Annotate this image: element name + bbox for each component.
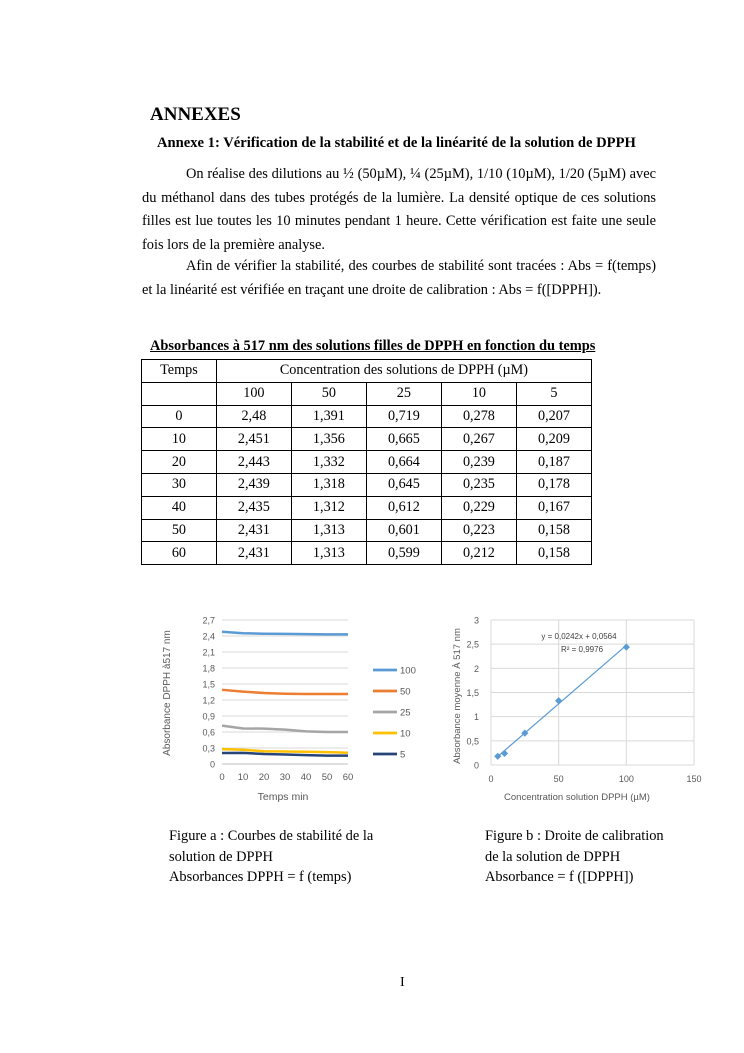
absorbance-cell: 0,601 [366,519,441,542]
time-cell: 50 [142,519,217,542]
figure-b-caption [485,826,664,888]
header-conc-5: 5 [516,382,591,405]
absorbance-cell: 0,158 [516,542,591,565]
time-cell: 10 [142,428,217,451]
y-tick-label: 0,9 [202,711,215,722]
paragraph-verification: Afin de vérifier la stabilité, des courbes de stabilité sont tracées : Abs = f(temps) et la linéarité est vérifiée en traçant une droite de calibration : Abs = f([DPPH]). [142,258,656,298]
y-tick-label: 0,3 [202,743,215,754]
x-tick-label: 60 [342,772,354,783]
y-tick-label: 0,5 [466,736,479,747]
absorbance-cell: 0,187 [516,451,591,474]
y-tick-label: 2,4 [202,631,215,642]
x-tick-label: 20 [258,772,270,783]
legend-label: 100 [400,665,416,677]
time-cell: 40 [142,496,217,519]
series-line-50 [222,690,348,694]
data-point [501,750,508,757]
x-tick-label: 50 [321,772,333,783]
absorbance-table [141,359,592,565]
header-temps: Temps [142,360,217,383]
x-axis-label: Concentration solution DPPH (µM) [504,792,650,803]
data-point [555,697,562,704]
absorbance-cell: 0,207 [516,405,591,428]
series-line-100 [222,632,348,635]
table-row [142,405,592,428]
header-conc-100: 100 [216,382,291,405]
absorbance-cell: 1,391 [291,405,366,428]
absorbance-cell: 0,239 [441,451,516,474]
absorbance-cell: 0,158 [516,519,591,542]
table-header-row [142,360,592,383]
absorbance-cell: 2,431 [216,542,291,565]
table-row [142,519,592,542]
absorbance-cell: 1,312 [291,496,366,519]
table-subheader-row [142,382,592,405]
stability-chart [155,608,430,808]
header-conc-10: 10 [441,382,516,405]
table-row [142,428,592,451]
absorbance-cell: 2,435 [216,496,291,519]
paragraph-dilutions: On réalise des dilutions au ½ (50µM), ¼ (25µM), 1/10 (10µM), 1/20 (5µM) avec du méthanol dans des tubes protégés de la lumière. La densité optique de ces solutions filles est lue toutes les 10 minutes pendant 1 heure. Cette vérification est faite une seule fois lors de la première analyse. [142,166,656,253]
y-tick-label: 3 [473,615,479,626]
table-row [142,496,592,519]
y-tick-label: 2 [473,663,479,674]
absorbance-cell: 0,599 [366,542,441,565]
r-squared: R² = 0,9976 [560,645,604,654]
header-conc-25: 25 [366,382,441,405]
absorbance-cell: 1,318 [291,473,366,496]
x-tick-label: 50 [553,774,564,784]
annex-title: Annexe 1: Vérification de la stabilité et de la linéarité de la solution de DPPH [157,135,636,151]
caption-line: Absorbances DPPH = f (temps) [169,869,352,885]
page-heading: ANNEXES [150,104,241,125]
header-empty-cell [142,382,217,405]
y-tick-label: 2,1 [202,647,215,658]
absorbance-cell: 1,313 [291,542,366,565]
absorbance-cell: 0,719 [366,405,441,428]
absorbance-cell: 2,431 [216,519,291,542]
absorbance-cell: 1,332 [291,451,366,474]
x-tick-label: 0 [488,774,494,784]
legend-label: 50 [400,686,411,698]
legend-label: 5 [400,749,406,761]
x-axis-label: Temps min [257,791,309,803]
absorbance-cell: 0,267 [441,428,516,451]
y-tick-label: 1 [473,712,479,723]
time-cell: 20 [142,451,217,474]
figure-a-caption [169,826,373,888]
absorbance-cell: 0,664 [366,451,441,474]
absorbance-cell: 0,223 [441,519,516,542]
x-tick-label: 10 [237,772,249,783]
caption-line: Absorbance = f ([DPPH]) [485,869,634,885]
caption-line: Figure b : Droite de calibration [485,828,664,844]
y-tick-label: 0 [473,760,479,771]
y-axis-label: Absorbance DPPH à517 nm [162,630,173,756]
absorbance-cell: 2,451 [216,428,291,451]
absorbance-cell: 2,439 [216,473,291,496]
x-tick-label: 30 [279,772,291,783]
legend-label: 10 [400,728,411,740]
absorbance-cell: 0,212 [441,542,516,565]
absorbance-cell: 2,443 [216,451,291,474]
time-cell: 0 [142,405,217,428]
header-concentration: Concentration des solutions de DPPH (µM) [216,360,591,383]
absorbance-cell: 0,167 [516,496,591,519]
absorbance-cell: 0,278 [441,405,516,428]
caption-line: Figure a : Courbes de stabilité de la [169,828,374,844]
caption-line: solution de DPPH [169,848,273,865]
x-tick-label: 40 [300,772,312,783]
absorbance-cell: 0,235 [441,473,516,496]
table-row [142,473,592,496]
y-tick-label: 0 [209,759,215,770]
absorbance-cell: 0,229 [441,496,516,519]
absorbance-cell: 1,313 [291,519,366,542]
legend-label: 25 [400,707,411,719]
x-tick-label: 100 [618,774,634,784]
table-caption: Absorbances à 517 nm des solutions filles de DPPH en fonction du temps [150,338,596,354]
x-tick-label: 150 [686,774,702,784]
series-line-25 [222,726,348,732]
absorbance-cell: 0,209 [516,428,591,451]
absorbance-cell: 0,645 [366,473,441,496]
absorbance-cell: 0,612 [366,496,441,519]
y-tick-label: 2,7 [202,615,215,626]
table-row [142,451,592,474]
y-tick-label: 1,8 [202,663,215,674]
time-cell: 60 [142,542,217,565]
absorbance-cell: 2,48 [216,405,291,428]
y-tick-label: 1,5 [466,688,479,698]
table-row [142,542,592,565]
time-cell: 30 [142,473,217,496]
y-tick-label: 2,5 [466,639,479,650]
calibration-chart [447,608,712,808]
page-number: I [400,975,405,990]
caption-line: de la solution de DPPH [485,848,621,865]
y-tick-label: 1,2 [202,695,215,706]
absorbance-cell: 0,665 [366,428,441,451]
absorbance-cell: 0,178 [516,473,591,496]
y-tick-label: 1,5 [202,679,215,690]
trendline-equation: y = 0,0242x + 0,0564 [541,632,617,641]
y-axis-label: Absorbance moyenne À 517 nm [452,628,463,764]
y-tick-label: 0,6 [202,727,215,738]
header-conc-50: 50 [291,382,366,405]
x-tick-label: 0 [219,772,225,783]
absorbance-cell: 1,356 [291,428,366,451]
